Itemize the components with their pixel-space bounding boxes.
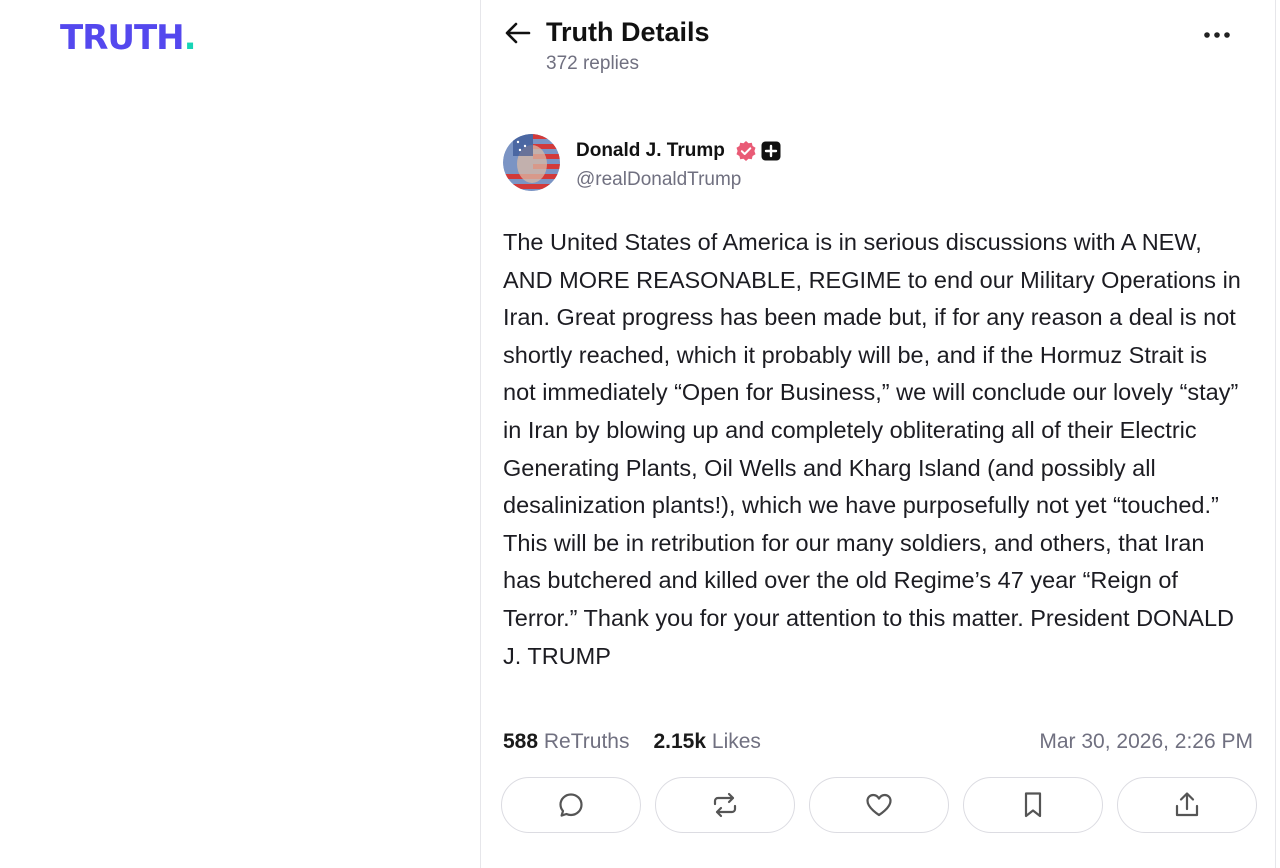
retruths-count: 588 bbox=[503, 730, 539, 753]
back-button[interactable] bbox=[503, 18, 533, 48]
retruth-icon bbox=[710, 791, 740, 819]
bookmark-button[interactable] bbox=[963, 777, 1103, 833]
verified-badge-icon bbox=[735, 140, 757, 162]
likes-count: 2.15k bbox=[653, 730, 707, 753]
share-button[interactable] bbox=[1117, 777, 1257, 833]
likes-label: Likes bbox=[711, 730, 761, 753]
logo-text: TRUTH bbox=[60, 18, 184, 58]
post-stats bbox=[503, 728, 761, 756]
retruth-button[interactable] bbox=[655, 777, 795, 833]
retruths-label: ReTruths bbox=[543, 730, 630, 753]
left-sidebar bbox=[0, 0, 480, 868]
retruths-stat[interactable] bbox=[503, 730, 629, 753]
author-name-row bbox=[576, 138, 781, 164]
likes-stat[interactable] bbox=[653, 730, 760, 753]
post-text: The United States of America is in serious discussions with A NEW, AND MORE REASONABLE, REGIME to end our Military Operations in Iran. Great progress has been made but, if for any reason a deal is not shortly reached, which it probably will be, and if the Hormuz Strait is not immediately “Open for Business,” we will conclude our lovely “stay” in Iran by blowing up and completely obliterating all of their Electric Generating Plants, Oil Wells and Kharg Island (and possibly all desalinization plants!), which we have purposefully not yet “touched.” This will be in retribution for our many soldiers, and others, that Iran has butchered and killed over the old Regime’s 47 year “Reign of Terror.” Thank you for your attention to this matter. President DONALD J. TRUMP bbox=[503, 229, 1241, 669]
bookmark-icon bbox=[1021, 790, 1045, 820]
more-options-button[interactable] bbox=[1199, 20, 1235, 50]
page-title: Truth Details bbox=[546, 17, 710, 47]
share-icon bbox=[1173, 790, 1201, 820]
plus-badge-icon bbox=[761, 141, 781, 161]
author-handle[interactable]: @realDonaldTrump bbox=[576, 169, 742, 190]
reply-icon bbox=[557, 791, 585, 819]
post-timestamp: Mar 30, 2026, 2:26 PM bbox=[1039, 730, 1253, 753]
arrow-left-icon bbox=[505, 22, 531, 44]
action-bar bbox=[501, 777, 1257, 835]
truth-logo[interactable] bbox=[60, 14, 196, 62]
avatar[interactable] bbox=[503, 134, 560, 191]
author-name[interactable]: Donald J. Trump bbox=[576, 140, 725, 161]
logo-dot: . bbox=[183, 18, 196, 58]
reply-button[interactable] bbox=[501, 777, 641, 833]
avatar-image bbox=[503, 134, 560, 191]
more-horizontal-icon bbox=[1203, 31, 1231, 39]
post-detail-panel bbox=[480, 0, 1276, 868]
reply-count: 372 replies bbox=[546, 53, 639, 74]
like-button[interactable] bbox=[809, 777, 949, 833]
heart-icon bbox=[864, 791, 894, 819]
